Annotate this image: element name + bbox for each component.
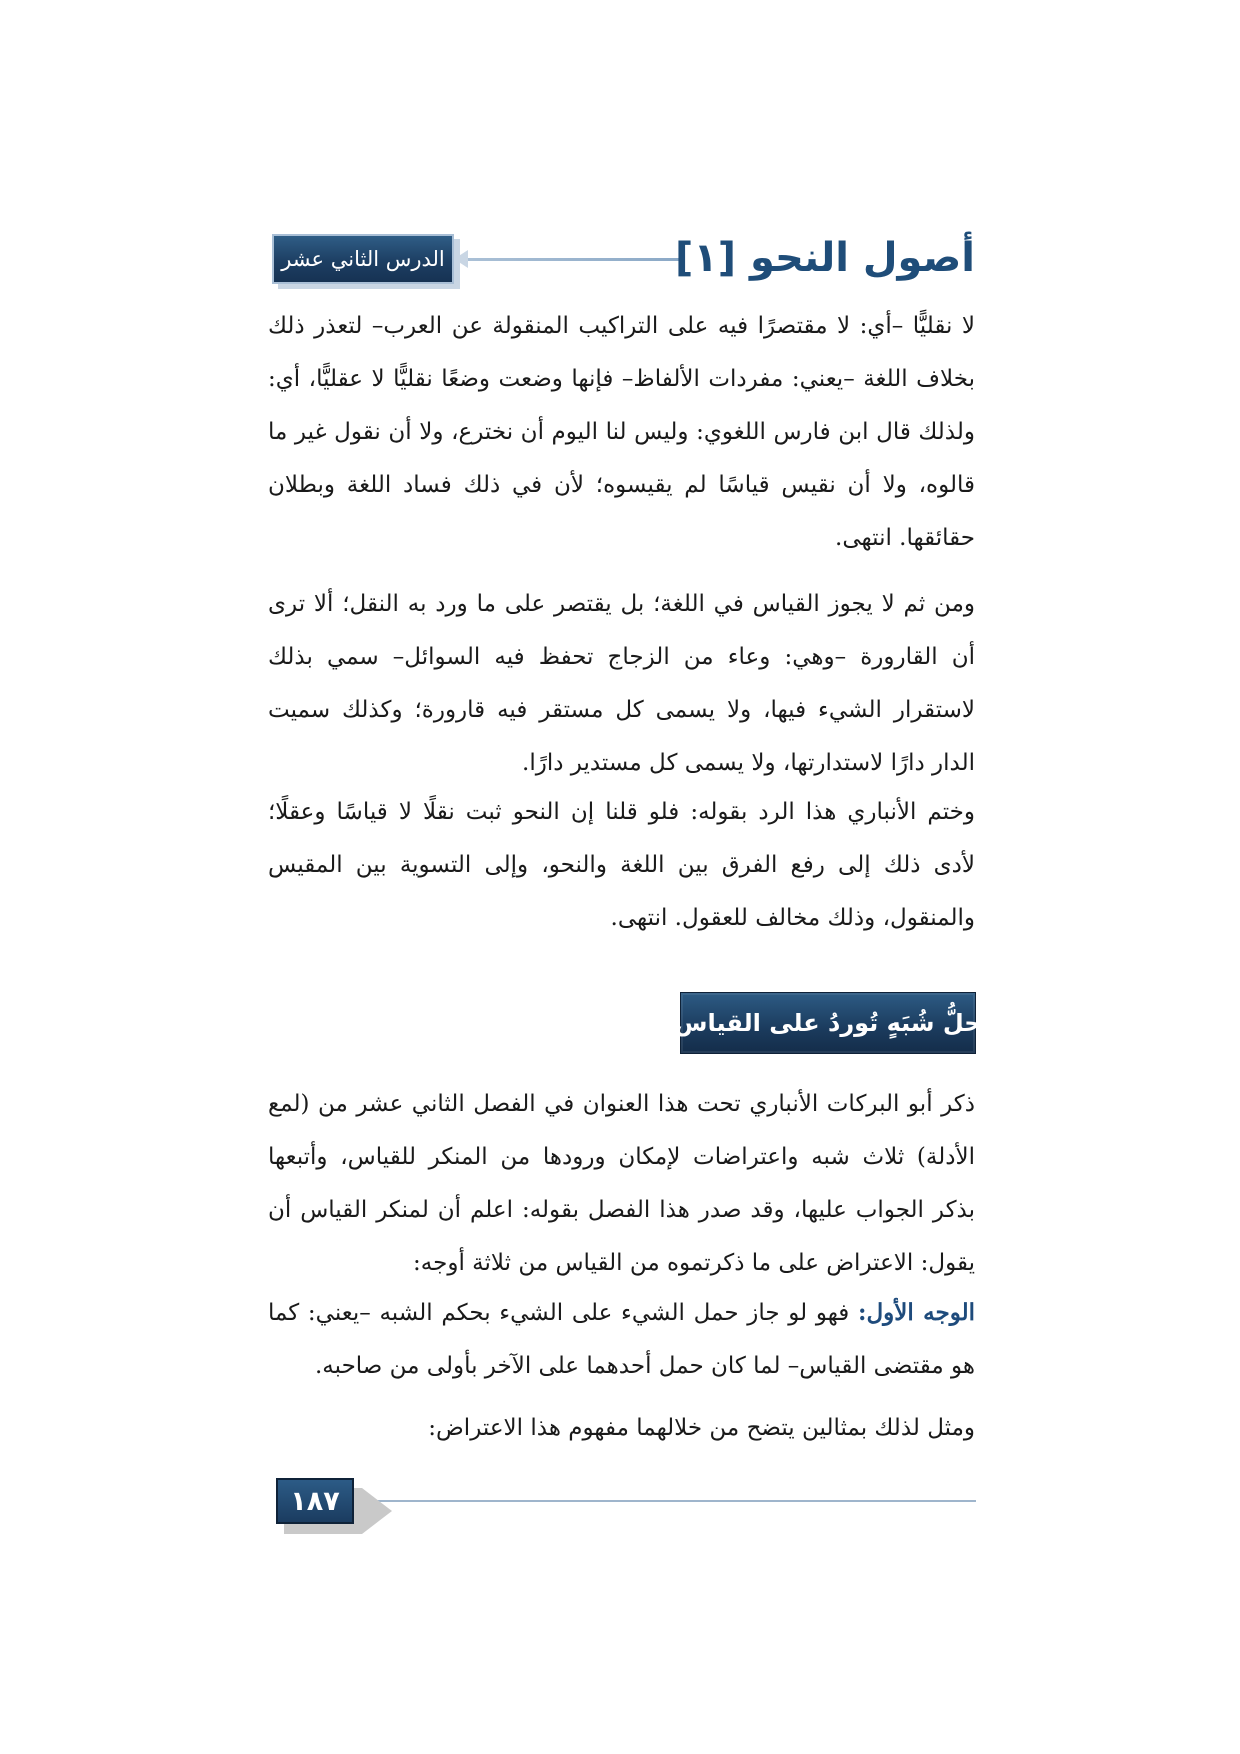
section-heading <box>674 992 982 1054</box>
page-footer <box>276 1478 976 1534</box>
paragraph-1: لا نقليًّا –أي: لا مقتصرًا فيه على التراكيب المنقولة عن العرب– لتعذر ذلك بخلاف اللغة –يعني: مفردات الألفاظ– فإنها وضعت وضعًا نقليًّا لا عقليًّا، أي: ولذلك قال ابن فارس اللغوي: وليس لنا اليوم أن نخترع، ولا أن نقول غير ما قالوه، ولا أن نقيس قياسًا لم يقيسوه؛ لأن في ذلك فساد اللغة وبطلان حقائقها. انتهى. <box>268 313 975 551</box>
paragraph-5 <box>268 1286 975 1393</box>
page-number-box <box>276 1478 354 1524</box>
paragraph-2: ومن ثم لا يجوز القياس في اللغة؛ بل يقتصر على ما ورد به النقل؛ ألا ترى أن القارورة –وهي: وعاء من الزجاج تحفظ فيه السوائل– سمي بذلك لاستقرار الشيء فيها، ولا يسمى كل مستقر فيه قارورة؛ وكذلك سميت الدار دارًا لاستدارتها، ولا يسمى كل مستدير دارًا. <box>268 591 975 776</box>
section-heading-text: حلُّ شُبَهٍ تُوردُ على القياس <box>674 1009 982 1037</box>
book-title: أصول النحو [١] <box>675 235 975 281</box>
page-header <box>268 228 975 288</box>
lesson-label: الدرس الثاني عشر <box>281 247 445 271</box>
paragraph-3: وختم الأنباري هذا الرد بقوله: فلو قلنا إن النحو ثبت نقلًا لا قياسًا وعقلًا؛ لأدى ذلك إلى رفع الفرق بين اللغة والنحو، وإلى التسوية بين المقيس والمنقول، وذلك مخالف للعقول. انتهى. <box>268 799 975 931</box>
footer-rule <box>366 1500 976 1502</box>
first-aspect-text: فهو لو جاز حمل الشيء على الشيء بحكم الشبه –يعني: كما هو مقتضى القياس– لما كان حمل أحدهما على الآخر بأولى من صاحبه. <box>268 1300 975 1379</box>
lesson-badge <box>272 234 454 284</box>
header-rule <box>468 258 685 261</box>
first-aspect-label: الوجه الأول: <box>857 1299 976 1326</box>
paragraph-6: ومثل لذلك بمثالين يتضح من خلالهما مفهوم هذا الاعتراض: <box>428 1415 975 1441</box>
paragraph-4: ذكر أبو البركات الأنباري تحت هذا العنوان في الفصل الثاني عشر من (لمع الأدلة) ثلاث شبه واعتراضات لإمكان ورودها من المنكر للقياس، وأتبعها بذكر الجواب عليها، وقد صدر هذا الفصل بقوله: اعلم أن لمنكر القياس أن يقول: الاعتراض على ما ذكرتموه من القياس من ثلاثة أوجه: <box>268 1091 975 1276</box>
page-number: ١٨٧ <box>290 1485 340 1517</box>
